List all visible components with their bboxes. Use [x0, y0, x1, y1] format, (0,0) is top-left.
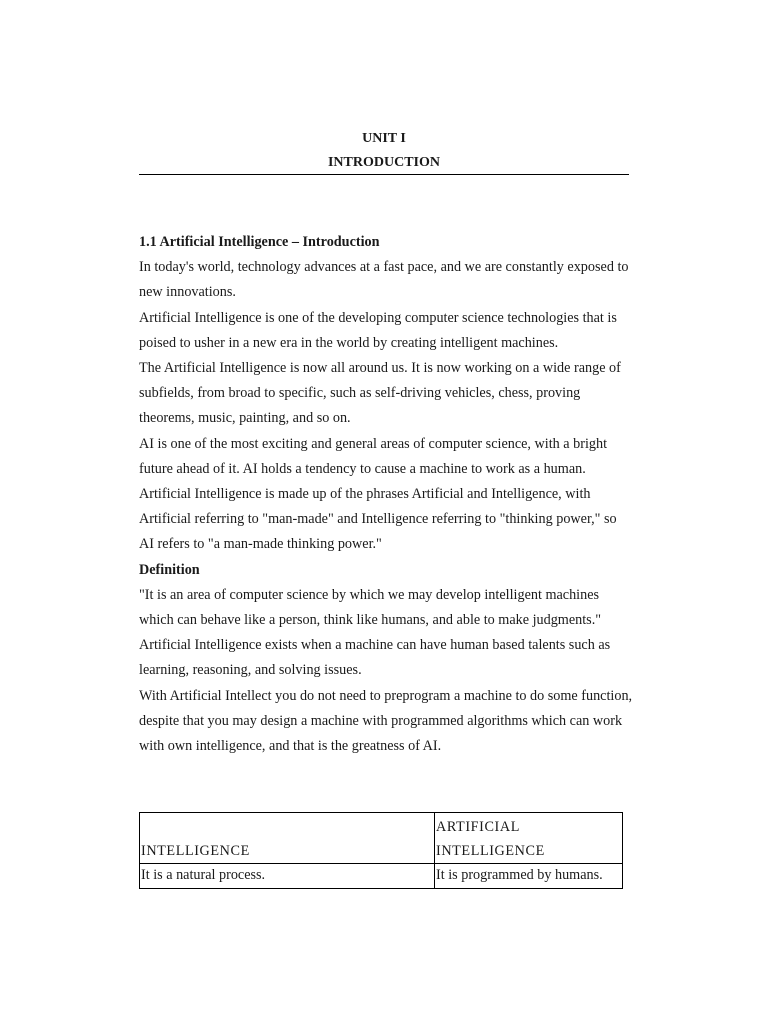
paragraph: Artificial Intelligence is one of the developing computer science technologies that is poised to usher in a new era in the world by creating intelligent machines.	[139, 309, 617, 351]
page-title: INTRODUCTION	[327, 155, 440, 170]
table-header-cell: ARTIFICIAL INTELLIGENCE	[435, 813, 623, 864]
paragraph: AI is one of the most exciting and general areas of computer science, with a bright future ahead of it. AI holds a tendency to cause a machine to work as a human. Artificial Intelligence is made up of the phrases Artificial and Intelligence, with Artificial referring to "man-made" and Intelligence referring to "thinking power," so AI refers to "a man-made thinking power."	[139, 435, 617, 553]
paragraph: Artificial Intelligence exists when a machine can have human based talents such as learning, reasoning, and solving issues.	[139, 637, 611, 679]
title-divider	[139, 174, 629, 175]
paragraph: With Artificial Intellect you do not need to preprogram a machine to do some function, despite that you may design a machine with programmed algorithms which can work with own intelligence, and that is the greatness of AI.	[139, 687, 633, 755]
table-header-row	[140, 813, 623, 864]
unit-label: UNIT I	[362, 131, 406, 146]
table-cell: It is programmed by humans.	[435, 864, 623, 889]
table-header-cell: INTELLIGENCE	[140, 813, 435, 864]
paragraph: In today's world, technology advances at a fast pace, and we are constantly exposed to new innovations.	[139, 259, 629, 301]
paragraph: The Artificial Intelligence is now all around us. It is now working on a wide range of subfields, from broad to specific, such as self-driving vehicles, chess, proving theorems, music, painting, and so on.	[139, 360, 621, 427]
table-row	[140, 864, 623, 889]
section-heading: 1.1 Artificial Intelligence – Introduction	[139, 234, 380, 250]
comparison-table	[139, 812, 623, 889]
table-cell: It is a natural process.	[140, 864, 435, 889]
definition-quote: "It is an area of computer science by which we may develop intelligent machines which can behave like a person, think like humans, and able to make judgments."	[139, 586, 602, 629]
body-text	[139, 230, 634, 759]
definition-heading: Definition	[139, 561, 200, 578]
